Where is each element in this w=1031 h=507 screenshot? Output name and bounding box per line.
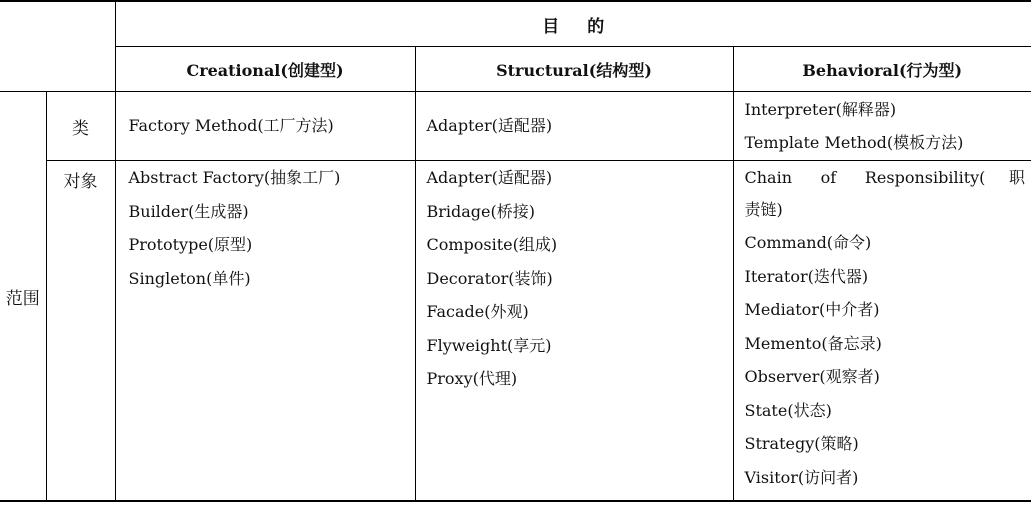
- class-creational-cell: [115, 92, 415, 161]
- class-behavioral-cell: [733, 92, 1031, 161]
- corner-cell: [0, 1, 115, 92]
- pattern-item: Bridage(桥接): [426, 201, 536, 221]
- pattern-item: Builder(生成器): [128, 201, 249, 221]
- scope-label: 范围: [0, 92, 46, 502]
- pattern-item: Proxy(代理): [426, 369, 518, 388]
- purpose-header: 目的: [115, 1, 1031, 47]
- pattern-item: 责链): [744, 199, 783, 219]
- pattern-item: Adapter(适配器): [426, 168, 553, 187]
- object-scope-label: 对象: [46, 161, 115, 502]
- pattern-item: Interpreter(解释器): [744, 99, 897, 119]
- pattern-item: Facade(外观): [426, 302, 529, 321]
- pattern-item: Mediator(中介者): [744, 300, 880, 319]
- pattern-item: Command(命令): [744, 233, 872, 252]
- pattern-item: Decorator(装饰): [426, 268, 553, 288]
- pattern-item: Factory Method(工厂方法): [128, 116, 334, 136]
- class-structural-cell: [415, 92, 733, 161]
- header-creational: Creational(创建型): [115, 47, 415, 92]
- pattern-item: State(状态): [744, 400, 832, 420]
- pattern-item: Observer(观察者): [744, 367, 880, 386]
- pattern-item: Flyweight(享元): [426, 335, 552, 355]
- object-structural-cell: [415, 161, 733, 502]
- pattern-item: Singleton(单件): [128, 268, 251, 288]
- pattern-item: Abstract Factory(抽象工厂): [128, 168, 341, 187]
- header-structural: Structural(结构型): [415, 47, 733, 92]
- pattern-item: Adapter(适配器): [426, 116, 553, 136]
- header-behavioral: Behavioral(行为型): [733, 47, 1031, 92]
- pattern-item: Memento(备忘录): [744, 333, 882, 353]
- pattern-item: Chain of Responsibility(职: [744, 168, 1025, 187]
- pattern-item: Visitor(访问者): [744, 467, 859, 487]
- object-behavioral-cell: [733, 161, 1031, 502]
- pattern-item: Template Method(模板方法): [744, 133, 964, 152]
- pattern-item: Iterator(迭代器): [744, 266, 869, 286]
- class-scope-label: 类: [46, 92, 115, 161]
- object-creational-cell: [115, 161, 415, 502]
- pattern-item: Prototype(原型): [128, 235, 253, 254]
- pattern-item: Strategy(策略): [744, 434, 859, 453]
- pattern-item: Composite(组成): [426, 235, 558, 254]
